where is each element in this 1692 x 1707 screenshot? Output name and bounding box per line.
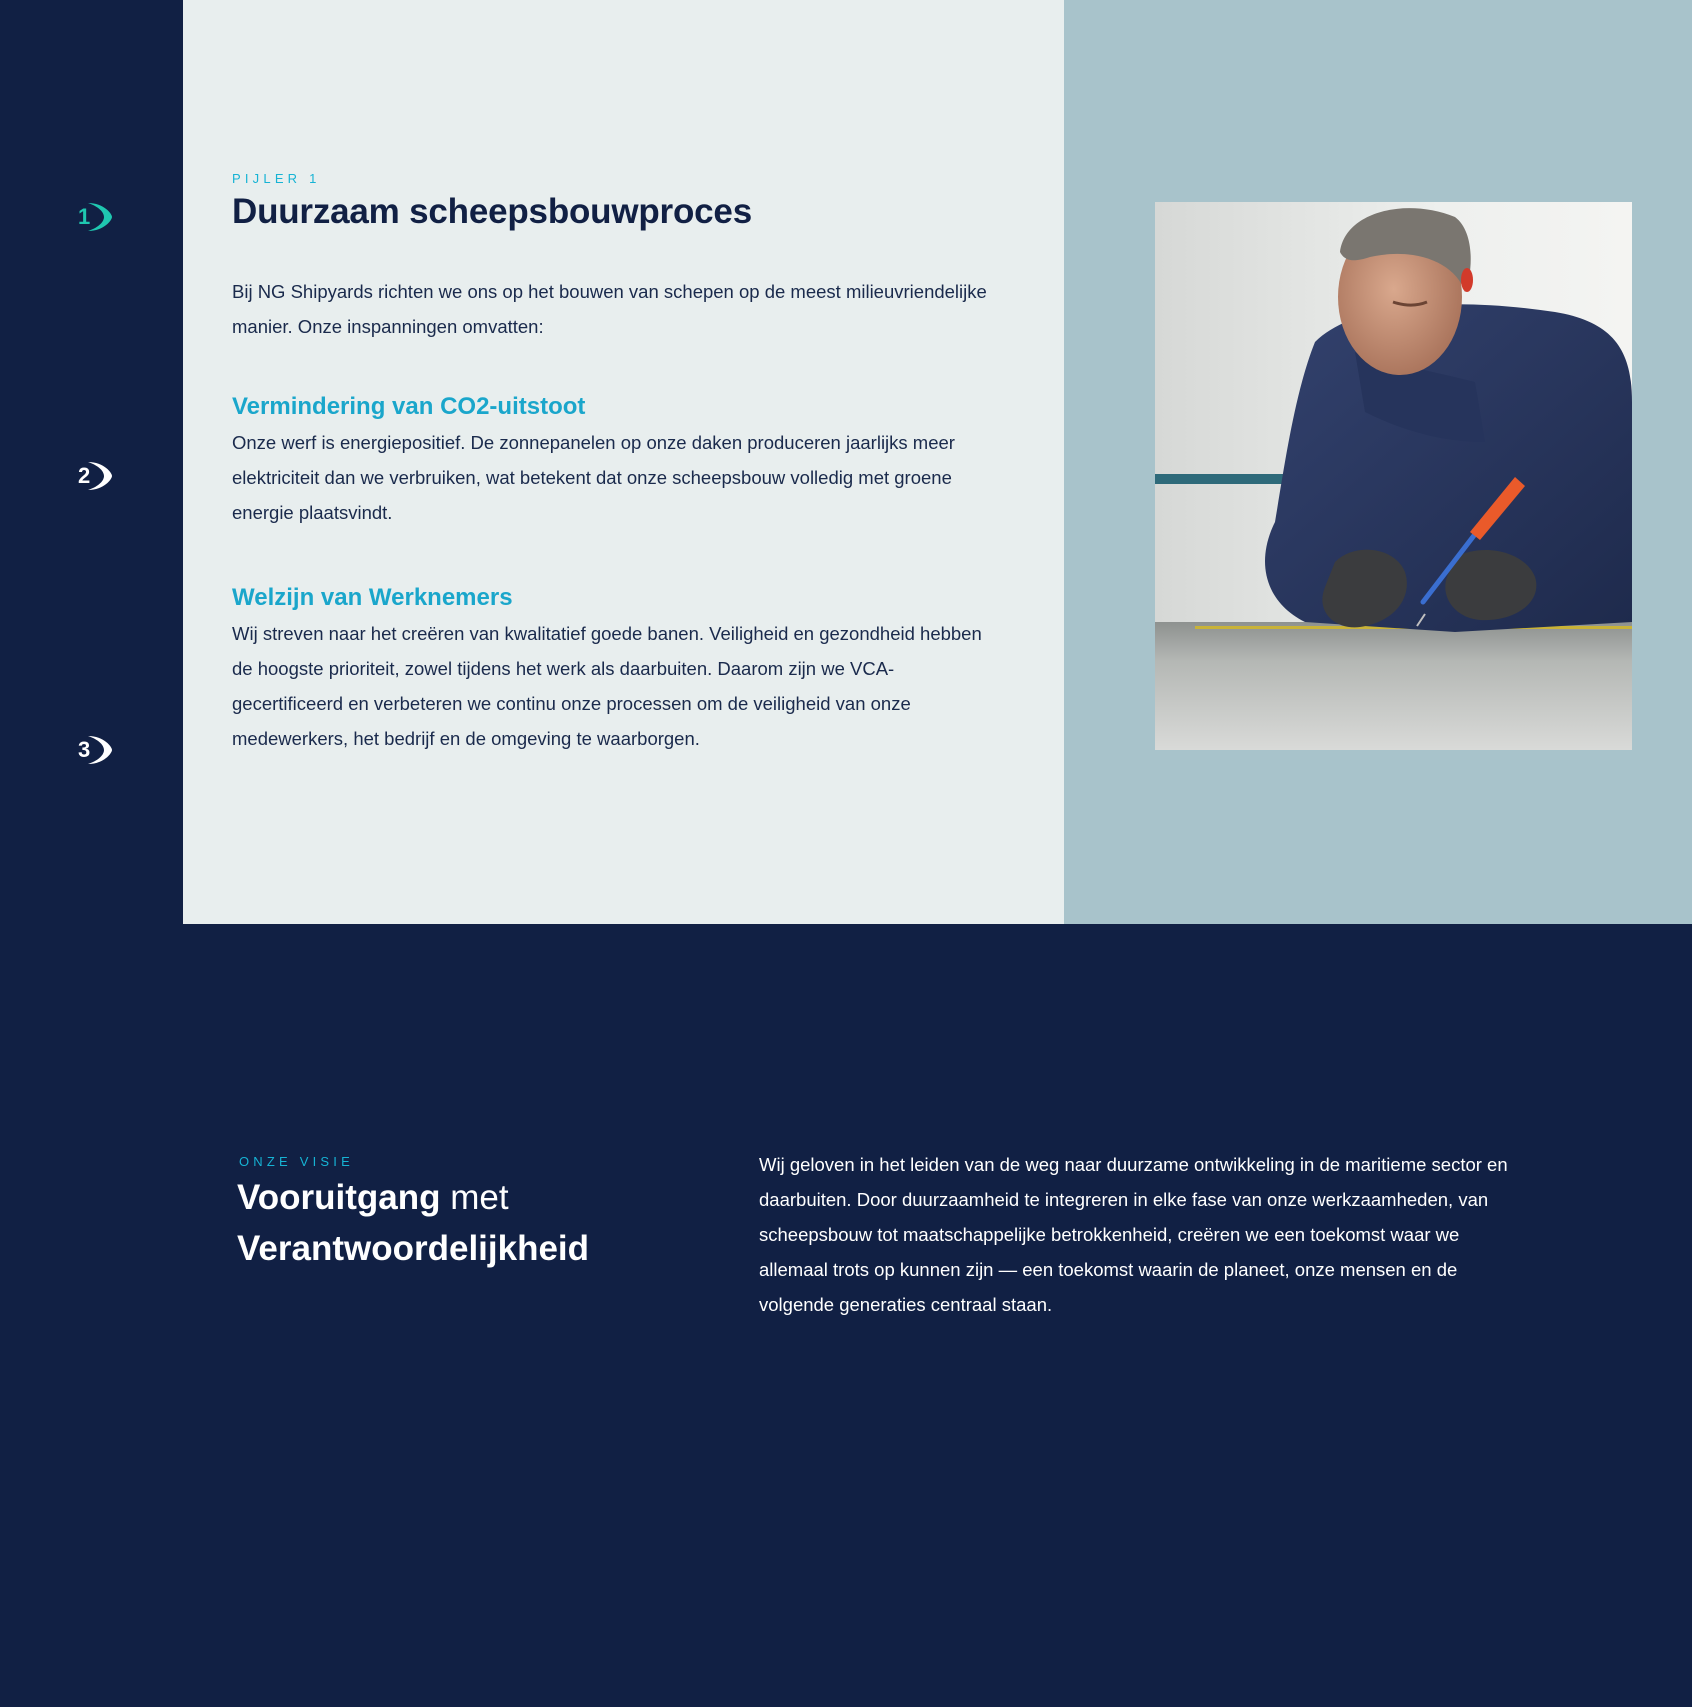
- section-heading: Welzijn van Werknemers: [232, 584, 513, 611]
- section-heading: Vermindering van CO2-uitstoot: [232, 393, 586, 420]
- vision-title-strong: Vooruitgang: [237, 1178, 441, 1217]
- vision-title-strong-2: Verantwoordelijkheid: [237, 1229, 590, 1268]
- pillar-nav: [0, 0, 183, 924]
- pillar-eyebrow: PIJLER 1: [232, 171, 321, 186]
- pillar-section-co2: [232, 393, 992, 530]
- vision-title: [237, 1172, 757, 1274]
- pillar-step-3[interactable]: [78, 732, 118, 768]
- pillar-intro: Bij NG Shipyards richten we ons op het bouwen van schepen op de meest milieuvriendelijke manier. Onze inspanningen omvatten:: [232, 281, 987, 337]
- section-text: Wij streven naar het creëren van kwalitatief goede banen. Veiligheid en gezondheid hebben de hoogste prioriteit, zowel tijdens het werk als daarbuiten. Daarom zijn we VCA-gecertificeerd en verbeteren we continu onze processen om de veiligheid van onze medewerkers, het bedrijf en de omgeving te waarborgen.: [232, 623, 982, 749]
- pillar-step-number: 1: [78, 204, 91, 229]
- pillar-section-wellbeing: [232, 584, 992, 756]
- worker-photo: [1155, 202, 1632, 750]
- pillar-content: [183, 0, 1064, 924]
- section-text: Onze werf is energiepositief. De zonnepanelen op onze daken produceren jaarlijks meer elektriciteit dan we verbruiken, wat betekent dat onze scheepsbouw volledig met groene energie plaatsvindt.: [232, 432, 955, 523]
- vision-text: Wij geloven in het leiden van de weg naar duurzame ontwikkeling in de maritieme sector en daarbuiten. Door duurzaamheid te integreren in elke fase van onze werkzaamheden, van scheepsbouw tot maatschappelijke betrokkenheid, creëren we een toekomst waar we allemaal trots op kunnen zijn — een toekomst waarin de planeet, onze mensen en de volgende generaties centraal staan.: [759, 1154, 1508, 1315]
- vision-title-light: met: [440, 1178, 509, 1217]
- pillar-step-2[interactable]: [78, 458, 118, 494]
- pillar-step-1[interactable]: [78, 199, 118, 235]
- image-panel: [1064, 0, 1692, 924]
- pillar-step-number: 2: [78, 463, 91, 488]
- pillar-step-number: 3: [78, 737, 91, 762]
- vision-eyebrow: ONZE VISIE: [239, 1154, 354, 1169]
- pillar-title: Duurzaam scheepsbouwproces: [232, 192, 752, 231]
